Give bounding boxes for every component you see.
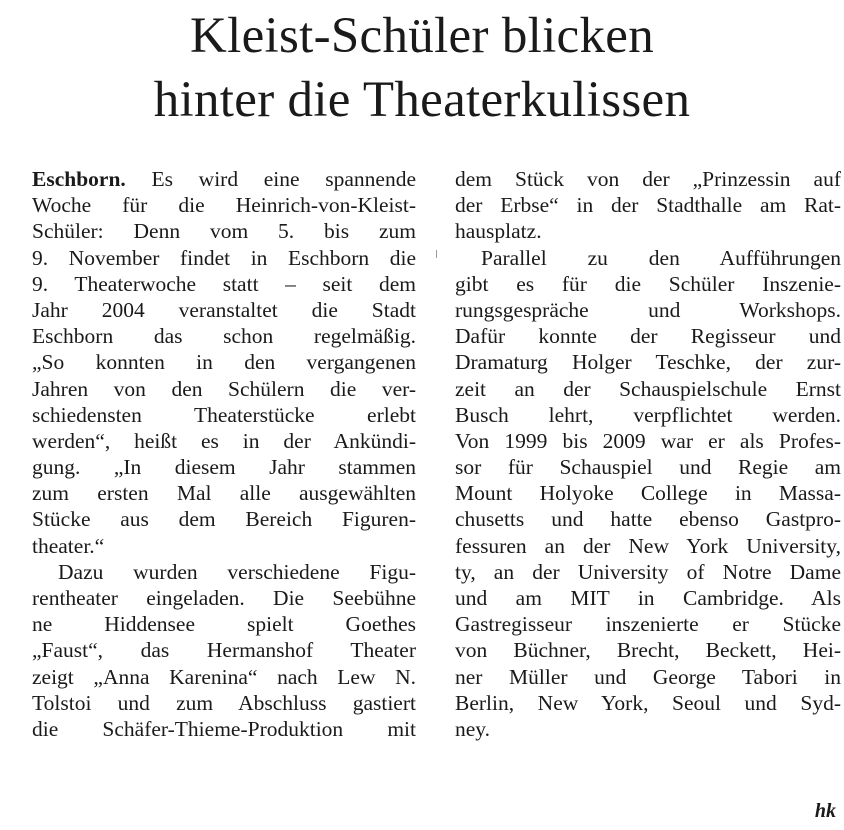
text-line: chusetts und hatte ebenso Gastpro- bbox=[455, 507, 841, 532]
text-line: „So konnten in den vergangenen bbox=[32, 350, 416, 375]
text-line: theater.“ bbox=[32, 533, 105, 558]
text-line: der Erbse“ in der Stadthalle am Rat- bbox=[455, 193, 841, 218]
author-initials: hk bbox=[814, 800, 836, 822]
text-line: rungsgespräche und Workshops. bbox=[455, 297, 841, 322]
text-line: die Schäfer-Thieme-Produktion mit bbox=[32, 716, 416, 741]
text-line: Mount Holyoke College in Massa- bbox=[455, 481, 841, 506]
text-line: Tolstoi und zum Abschluss gastiert bbox=[32, 690, 416, 715]
text-line: ney. bbox=[455, 716, 491, 741]
text-line: rentheater eingeladen. Die Seebühne bbox=[32, 586, 416, 610]
text-line: Berlin, New York, Seoul und Syd- bbox=[455, 690, 841, 715]
left-column bbox=[32, 166, 416, 742]
text-line: Gastregisseur inszenierte er Stücke bbox=[455, 612, 841, 637]
text-line: Von 1999 bis 2009 war er als Profes- bbox=[455, 428, 841, 453]
text-line: werden“, heißt es in der Ankündi- bbox=[32, 428, 416, 453]
text-line: Jahr 2004 veranstaltet die Stadt bbox=[32, 297, 416, 322]
text-line: 9. Theaterwoche statt – seit dem bbox=[32, 271, 416, 296]
text-line: Parallel zu den Aufführungen bbox=[481, 245, 841, 270]
text-line: sor für Schauspiel und Regie am bbox=[455, 455, 841, 480]
text-line: zum ersten Mal alle ausgewählten bbox=[32, 481, 416, 506]
headline-line-1: Kleist-Schüler blicken bbox=[189, 8, 655, 64]
text-line: Woche für die Heinrich-von-Kleist- bbox=[32, 193, 416, 218]
text-line: ty, an der University of Notre Dame bbox=[455, 559, 841, 584]
headline bbox=[0, 4, 844, 132]
headline-line-2: hinter die Theaterkulissen bbox=[153, 72, 691, 128]
text-line: Busch lehrt, verpflichtet werden. bbox=[455, 402, 841, 427]
text-line: Stücke aus dem Bereich Figuren- bbox=[32, 507, 416, 532]
text-line: gibt es für die Schüler Inszenie- bbox=[455, 271, 841, 296]
text-line: ne Hiddensee spielt Goethes bbox=[32, 612, 416, 637]
text-line: Dramaturg Holger Teschke, der zur- bbox=[455, 350, 841, 375]
text-line: ner Müller und George Tabori in bbox=[455, 664, 841, 689]
text-line: zeit an der Schauspielschule Ernst bbox=[455, 376, 841, 401]
text-line: hausplatz. bbox=[455, 219, 542, 244]
text-line: Eschborn. Es wird eine spannende bbox=[32, 167, 416, 191]
text-line: fessuren an der New York University, bbox=[455, 533, 841, 558]
dateline: Eschborn. bbox=[32, 167, 126, 191]
text-line: zeigt „Anna Karenina“ nach Lew N. bbox=[32, 664, 416, 689]
text-line: Dazu wurden verschiedene Figu- bbox=[58, 559, 416, 584]
text-line: und am MIT in Cambridge. Als bbox=[455, 586, 841, 610]
text-line: Jahren von den Schülern die ver- bbox=[32, 376, 416, 401]
right-column bbox=[455, 166, 841, 742]
text-line: gung. „In diesem Jahr stammen bbox=[32, 455, 416, 480]
text-line: schiedensten Theaterstücke erlebt bbox=[32, 402, 416, 427]
text-line: 9. November findet in Eschborn die bbox=[32, 245, 416, 270]
text-line: dem Stück von der „Prinzessin auf bbox=[455, 167, 841, 191]
text-line: „Faust“, das Hermanshof Theater bbox=[32, 638, 416, 663]
column-divider bbox=[436, 250, 437, 258]
text-line: Schüler: Denn vom 5. bis zum bbox=[32, 219, 416, 244]
text-line: Dafür konnte der Regisseur und bbox=[455, 324, 841, 349]
text-line: Eschborn das schon regelmäßig. bbox=[32, 324, 416, 349]
text-line: von Büchner, Brecht, Beckett, Hei- bbox=[455, 638, 841, 663]
